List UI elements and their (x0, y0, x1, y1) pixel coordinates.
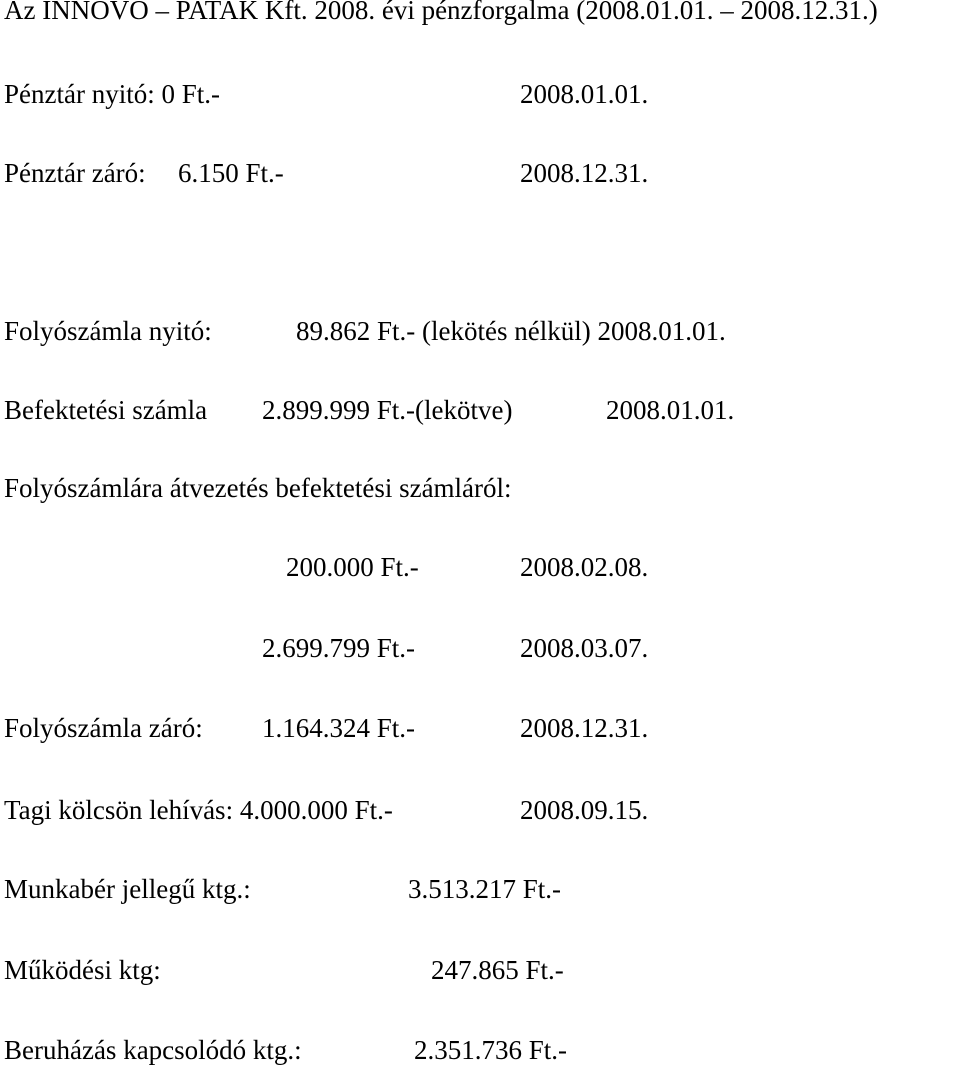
expense-amount: 2.351.736 Ft.- (414, 1035, 568, 1065)
transfer-amount: 2.699.799 Ft.- (262, 633, 416, 663)
transfer-date: 2008.03.07. (520, 633, 649, 663)
expense-amount: 247.865 Ft.- (431, 955, 564, 985)
folyoszamla-zaro-amount: 1.164.324 Ft.- (262, 713, 416, 743)
expense-label: Működési ktg: (4, 955, 161, 985)
penztar-nyito-date: 2008.01.01. (520, 79, 649, 109)
befektetesi-szamla-label: Befektetési számla (4, 395, 208, 425)
penztar-zaro-amount: 6.150 Ft.- (178, 158, 284, 188)
befektetesi-szamla-amount: 2.899.999 Ft.-(lekötve) (262, 395, 513, 425)
folyoszamla-nyito-label: Folyószámla nyitó: (4, 316, 212, 346)
befektetesi-szamla-date: 2008.01.01. (606, 395, 735, 425)
expense-label: Beruházás kapcsolódó ktg.: (4, 1035, 302, 1065)
penztar-nyito-label: Pénztár nyitó: 0 Ft.- (4, 79, 220, 109)
folyoszamla-nyito-value: 89.862 Ft.- (lekötés nélkül) 2008.01.01. (296, 316, 726, 346)
penztar-zaro-label: Pénztár záró: (4, 158, 146, 188)
tagi-kolcson-label: Tagi kölcsön lehívás: 4.000.000 Ft.- (4, 795, 393, 825)
transfer-amount: 200.000 Ft.- (286, 552, 419, 582)
expense-label: Munkabér jellegű ktg.: (4, 874, 251, 904)
folyoszamla-zaro-date: 2008.12.31. (520, 713, 649, 743)
penztar-zaro-date: 2008.12.31. (520, 158, 649, 188)
document-title: Az INNOVO – PATAK Kft. 2008. évi pénzforgalma (2008.01.01. – 2008.12.31.) (4, 0, 878, 25)
transfer-date: 2008.02.08. (520, 552, 649, 582)
atvezetes-heading: Folyószámlára átvezetés befektetési számláról: (4, 473, 512, 503)
tagi-kolcson-date: 2008.09.15. (520, 795, 649, 825)
folyoszamla-zaro-label: Folyószámla záró: (4, 713, 203, 743)
expense-amount: 3.513.217 Ft.- (408, 874, 562, 904)
